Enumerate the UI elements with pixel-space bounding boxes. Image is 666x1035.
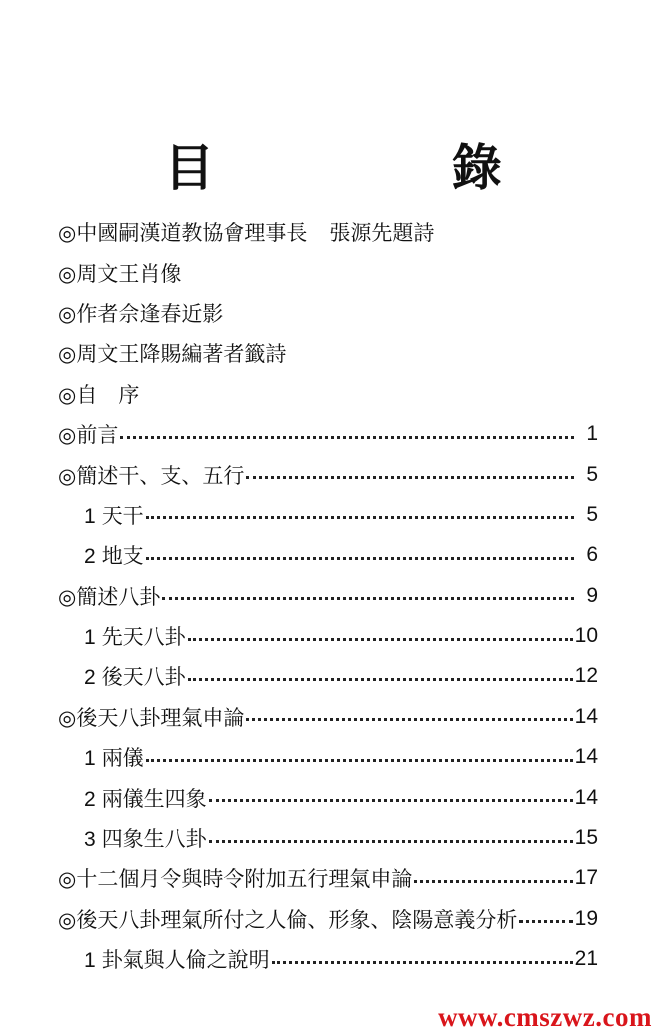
toc-entry-label: ◎後天八卦理氣所付之人倫、形象、陰陽意義分析 (58, 907, 518, 932)
page-number: 12 (574, 664, 598, 688)
dot-leader (272, 961, 573, 964)
dot-leader (188, 638, 573, 641)
dot-leader (246, 476, 574, 479)
toc-subentry-earthly-branches (58, 535, 598, 575)
page-number: 5 (586, 502, 598, 526)
toc-entry-label: 1 先天八卦 (84, 625, 186, 650)
page-number: 6 (586, 543, 598, 567)
toc-entry-label: 3 四象生八卦 (84, 827, 207, 852)
page-number: 14 (574, 704, 598, 728)
page-number: 21 (574, 947, 598, 971)
toc-subentry-four-images (58, 777, 598, 817)
toc-entry-label: ◎中國嗣漢道教協會理事長 張源先題詩 (58, 221, 435, 246)
toc-entry-label: 1 卦氣與人倫之說明 (84, 948, 270, 973)
toc-entry-label: 2 後天八卦 (84, 665, 186, 690)
toc-subentry-eight-from-four (58, 818, 598, 858)
dot-leader (209, 840, 573, 843)
table-of-contents (58, 212, 598, 979)
dot-leader (209, 799, 573, 802)
toc-entry-label: 2 兩儀生四象 (84, 786, 207, 811)
toc-entry-meaning-analysis (58, 899, 598, 939)
toc-entry-eight-trigrams (58, 576, 598, 616)
toc-entry-twelve-months (58, 858, 598, 898)
dot-leader (146, 557, 574, 560)
toc-entry-oracle-poem (58, 333, 598, 373)
toc-entry-label: ◎後天八卦理氣申論 (58, 705, 245, 730)
toc-subentry-heavenly-stems (58, 495, 598, 535)
page-number: 15 (574, 826, 598, 850)
page-number: 17 (574, 866, 598, 890)
dot-leader (146, 516, 574, 519)
page-number: 19 (574, 906, 598, 930)
toc-entry-label: ◎作者佘逢春近影 (58, 301, 224, 326)
page-number: 14 (574, 745, 598, 769)
toc-entry-label: ◎周文王肖像 (58, 261, 182, 286)
page-number: 9 (586, 583, 598, 607)
toc-entry-author-photo (58, 293, 598, 333)
toc-subentry-postnatal-trigrams (58, 656, 598, 696)
toc-entry-label: 1 天干 (84, 503, 144, 528)
toc-entry-inscription (58, 212, 598, 252)
toc-entry-preface (58, 374, 598, 414)
dot-leader (519, 920, 572, 923)
dot-leader (246, 718, 572, 721)
dot-leader (414, 880, 572, 883)
toc-entry-label: ◎前言 (58, 423, 119, 448)
toc-subentry-two-forms (58, 737, 598, 777)
toc-entry-label: ◎周文王降賜編著者籤詩 (58, 342, 287, 367)
page-number: 14 (574, 785, 598, 809)
watermark-url: www.cmszwz.com (438, 1002, 652, 1032)
page-number: 10 (574, 624, 598, 648)
toc-entry-label: 1 兩儀 (84, 746, 144, 771)
toc-entry-stems-branches (58, 454, 598, 494)
toc-entry-portrait (58, 252, 598, 292)
toc-entry-label: 2 地支 (84, 544, 144, 569)
dot-leader (162, 597, 574, 600)
page-number: 5 (586, 462, 598, 486)
page-number: 1 (586, 422, 598, 446)
toc-entry-foreword (58, 414, 598, 454)
toc-entry-postnatal-theory (58, 697, 598, 737)
toc-subentry-prenatal-trigrams (58, 616, 598, 656)
page-title: 目 錄 (164, 138, 612, 197)
toc-entry-label: ◎簡述八卦 (58, 584, 161, 609)
toc-subentry-trigram-relations (58, 939, 598, 979)
dot-leader (120, 436, 574, 439)
dot-leader (188, 678, 573, 681)
toc-entry-label: ◎十二個月令與時令附加五行理氣申論 (58, 867, 413, 892)
toc-entry-label: ◎簡述干、支、五行 (58, 463, 245, 488)
dot-leader (146, 759, 573, 762)
toc-entry-label: ◎自 序 (58, 382, 140, 407)
